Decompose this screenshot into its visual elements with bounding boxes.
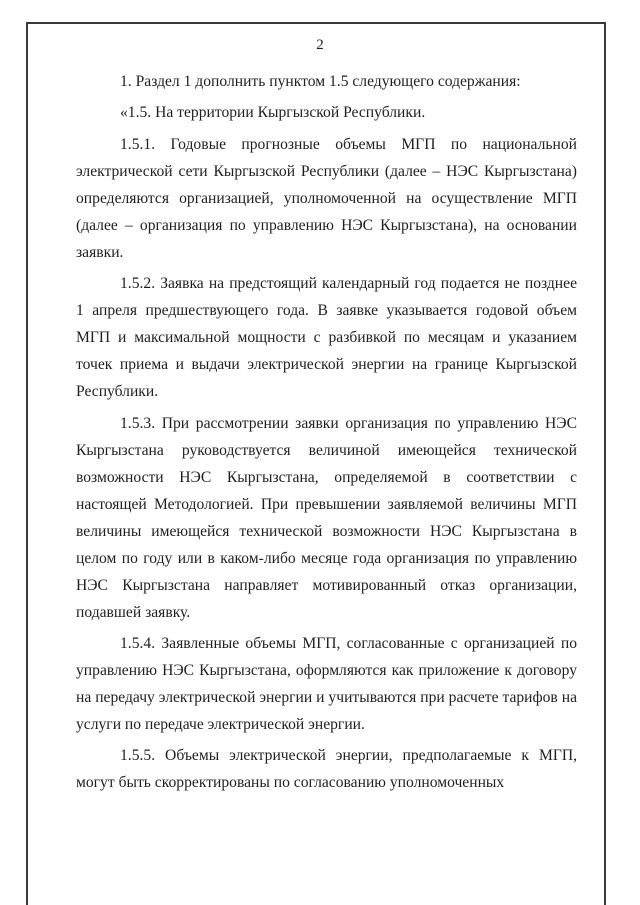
paragraph-1-5-4: 1.5.4. Заявленные объемы МГП, согласованные с организацией по управлению НЭС Кыргызстана, оформляются как приложение к договору на передачу электрической энергии и учитываются при расчете тарифов на услуги по передаче электрической энергии. — [76, 634, 577, 733]
page-frame-right-border — [604, 22, 606, 905]
paragraph-section-amendment: 1. Раздел 1 дополнить пунктом 1.5 следующего содержания: — [120, 73, 521, 90]
paragraph-1-5-2: 1.5.2. Заявка на предстоящий календарный год подается не позднее 1 апреля предшествующего года. В заявке указывается годовой объем МГП и максимальной мощности с разбивкой по месяцам и указанием точек приема и выдачи электрической энергии на границе Кыргызской Республики. — [76, 275, 577, 401]
page-frame-left-border — [26, 22, 28, 905]
paragraph-1-5-heading: «1.5. На территории Кыргызской Республики. — [120, 104, 426, 122]
page-frame-top-border — [26, 22, 606, 24]
paragraph-1-5-3: 1.5.3. При рассмотрении заявки организация по управлению НЭС Кыргызстана руководствуется величиной имеющейся технической возможности НЭС Кыргызстана, определяемой в соответствии с настоящей Методологией. При превышении заявляемой величины МГП величины имеющейся технической возможности НЭС Кыргызстана в целом по году или в каком-либо месяце года организация по управлению НЭС Кыргызстана направляет мотивированный отказ организации, подавшей заявку. — [76, 414, 577, 621]
paragraph-1-5-1: 1.5.1. Годовые прогнозные объемы МГП по национальной электрической сети Кыргызской Республики (далее – НЭС Кыргызстана) определяются организацией, уполномоченной на осуществление МГП (далее – организация по управлению НЭС Кыргызстана), на основании заявки. — [76, 135, 577, 261]
paragraph-1-5-5: 1.5.5. Объемы электрической энергии, предполагаемые к МГП, могут быть скорректированы по согласованию уполномоченных — [76, 747, 577, 792]
page-number: 2 — [316, 37, 324, 53]
document-body — [76, 68, 577, 801]
